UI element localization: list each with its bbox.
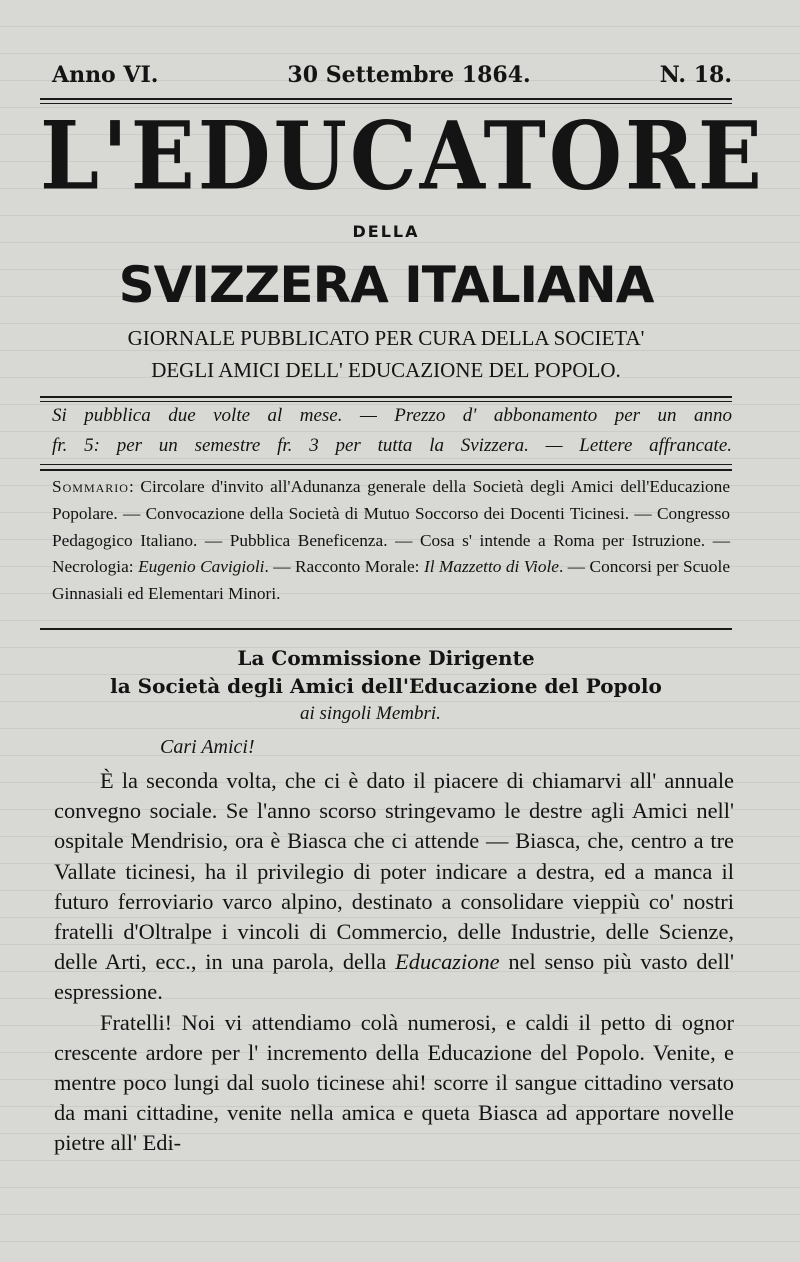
article-heading-2: la Società degli Amici dell'Educazione del Popolo <box>110 674 662 698</box>
sommario-text-2: . — Racconto Morale: <box>264 557 424 577</box>
article-salutation: Cari Amici! <box>160 736 255 758</box>
subtitle-line-2: DEGLI AMICI DELL' EDUCAZIONE DEL POPOLO. <box>151 358 621 382</box>
issue-date: 30 Settembre 1864. <box>287 62 531 88</box>
newspaper-title: L'EDUCATORE <box>40 99 765 211</box>
note-rule-top <box>40 464 732 465</box>
paragraph-1-text: È la seconda volta, che ci è dato il piacere di chiamarvi all' annuale convegno sociale. Se l'anno scorso stringevamo le destre agli Amici nell' ospitale Mendrisio, ora è Biasca che ci attende — Biasca, che, centro a tre Vallate ticinesi, ha il privilegio di poter indicare a destra, ed a manca il futuro ferroviario varco alpino, destinato a consolidare vieppiù co' nostri fratelli d'Oltralpe i vincoli di Commercio, delle Industrie, delle Scienze, delle Arti, ecc., in una parola, della <box>54 768 734 975</box>
educazione-italic: Educazione <box>395 949 500 975</box>
sommario-rule <box>40 628 732 630</box>
necrologia-name: Eugenio Cavigioli <box>138 557 265 577</box>
racconto-title: Il Mazzetto di Viole <box>423 557 559 577</box>
article-paragraph-1 <box>54 766 734 1008</box>
issue-number: N. 18. <box>659 62 732 88</box>
header-rule-bottom <box>40 401 732 402</box>
article-body <box>54 766 734 1159</box>
publication-note-line-1: Si pubblica due volte al mese. — Prezzo d' abbonamento per un anno <box>52 405 732 426</box>
paragraph-1-end: nel senso più vasto dell' espressione. <box>54 949 734 1005</box>
sommario <box>52 474 730 608</box>
masthead-line <box>52 62 732 88</box>
note-rule-bottom <box>40 469 732 471</box>
title-della: DELLA <box>352 222 420 241</box>
title-region: SVIZZERA ITALIANA <box>118 256 654 314</box>
subtitle-line-1: GIORNALE PUBBLICATO PER CURA DELLA SOCIETA' <box>127 326 645 350</box>
header-rule-top <box>40 396 732 398</box>
sommario-label: Sommario <box>52 477 129 496</box>
article-paragraph-2: Fratelli! Noi vi attendiamo colà numerosi, e caldi il petto di ognor crescente ardore per l' incremento della Educazione del Popolo. Venite, e mentre poco lungi dal suolo ticinese ahi! scorre il sangue cittadino versato da mani cittadine, venite nella amica e queta Biasca ad apportare novelle pietre all' Edi- <box>54 1009 734 1156</box>
article-addressee: ai singoli Membri. <box>300 703 441 724</box>
anno-label: Anno VI. <box>52 62 159 88</box>
article-heading-1: La Commissione Dirigente <box>237 646 535 670</box>
publication-note-line-2: fr. 5: per un semestre fr. 3 per tutta la Svizzera. — Lettere affrancate. <box>52 435 732 456</box>
sommario-text-3: . — Concorsi per Scuole Ginnasiali ed Elementari Minori. <box>52 557 731 604</box>
sommario-text-1: : Circolare d'invito all'Adunanza generale della Società degli Amici dell'Educazione Popolare. — Convocazione della Società di Mutuo Soccorso dei Docenti Ticinesi. — Congresso Pedagogico Italiano. — Pubblica Beneficenza. — Cosa s' intende a Roma per Istruzione. — Necrologia: <box>52 477 730 577</box>
